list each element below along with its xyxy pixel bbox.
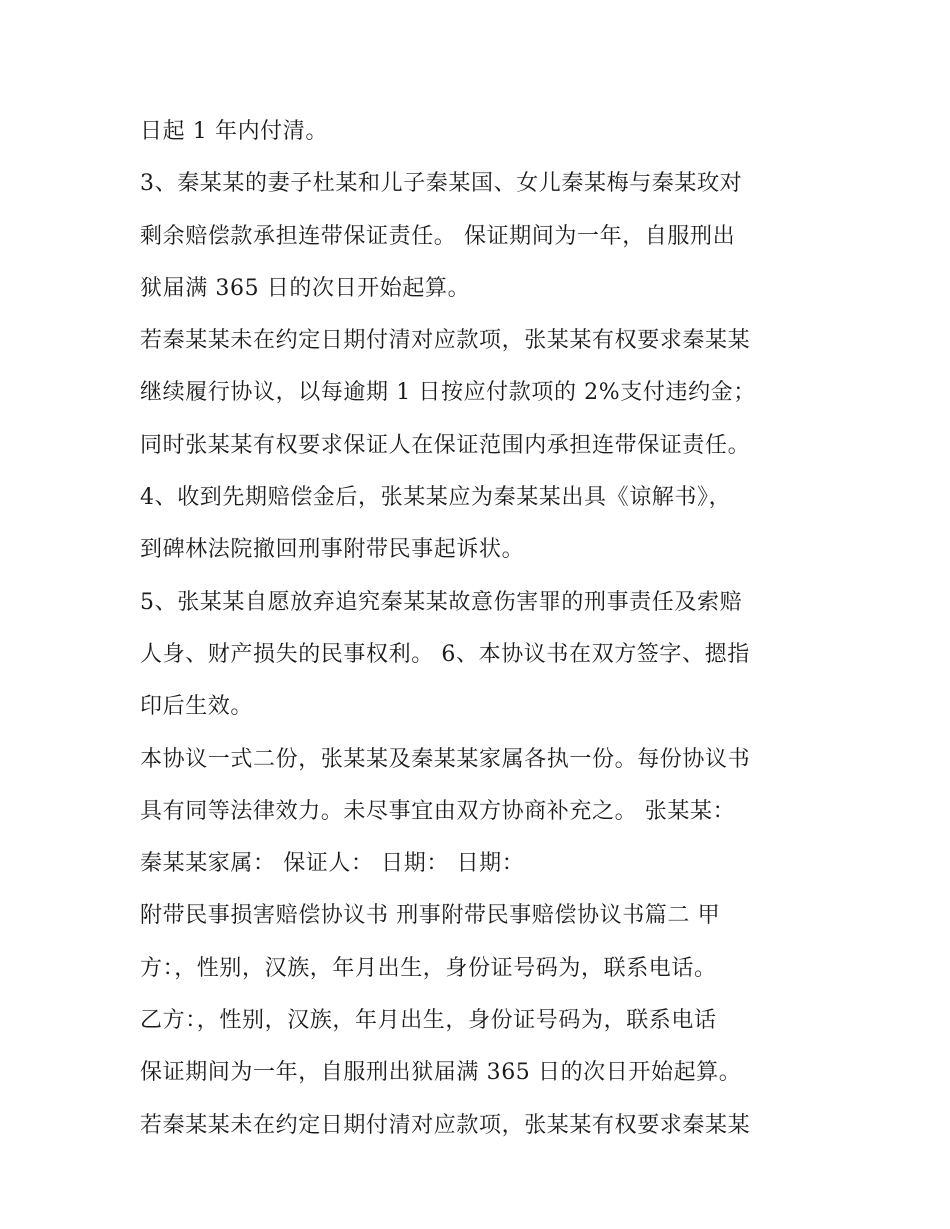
text-line-13: 本协议一式二份，张某某及秦某某家属各执一份。每份协议书 (140, 746, 751, 772)
text-line-14: 具有同等法律效力。未尽事宜由双方协商补充之。 张某某： (140, 798, 736, 824)
text-line-15: 秦某某家属： 保证人： 日期： 日期： (140, 851, 525, 877)
text-line-20: 若秦某某未在约定日期付清对应款项，张某某有权要求秦某某 (140, 1112, 751, 1138)
text-line-12: 印后生效。 (140, 694, 254, 720)
text-line-17: 方：，性别，汉族，年月出生，身份证号码为，联系电话。 (140, 955, 717, 981)
text-line-9: 到碑林法院撤回刑事附带民事起诉状。 (140, 537, 525, 563)
text-line-2: 3、秦某某的妻子杜某和儿子秦某国、女儿秦某梅与秦某玫对 (140, 171, 743, 197)
text-line-5: 若秦某某未在约定日期付清对应款项，张某某有权要求秦某某 (140, 328, 751, 354)
text-line-18: 乙方：，性别，汉族，年月出生，身份证号码为，联系电话 (140, 1008, 717, 1034)
text-line-10: 5、张某某自愿放弃追究秦某某故意伤害罪的刑事责任及索赔 (140, 589, 743, 615)
text-line-11: 人身、财产损失的民事权利。 6、本协议书在双方签字、摁指 (140, 641, 750, 667)
text-line-16: 附带民事损害赔偿协议书 刑事附带民事赔偿协议书篇二 甲 (140, 903, 721, 929)
document-body (140, 106, 830, 1152)
text-line-7: 同时张某某有权要求保证人在保证范围内承担连带保证责任。 (140, 432, 751, 458)
text-line-3: 剩余赔偿款承担连带保证责任。 保证期间为一年，自服刑出 (140, 223, 736, 249)
text-line-6: 继续履行协议，以每逾期 1 日按应付款项的 2%支付违约金； (140, 380, 756, 406)
text-line-8: 4、收到先期赔偿金后，张某某应为秦某某出具《谅解书》， (140, 485, 732, 511)
text-line-19: 保证期间为一年，自服刑出狱届满 365 日的次日开始起算。 (140, 1060, 742, 1086)
text-line-1: 日起 1 年内付清。 (140, 119, 328, 144)
text-line-4: 狱届满 365 日的次日开始起算。 (140, 275, 471, 301)
